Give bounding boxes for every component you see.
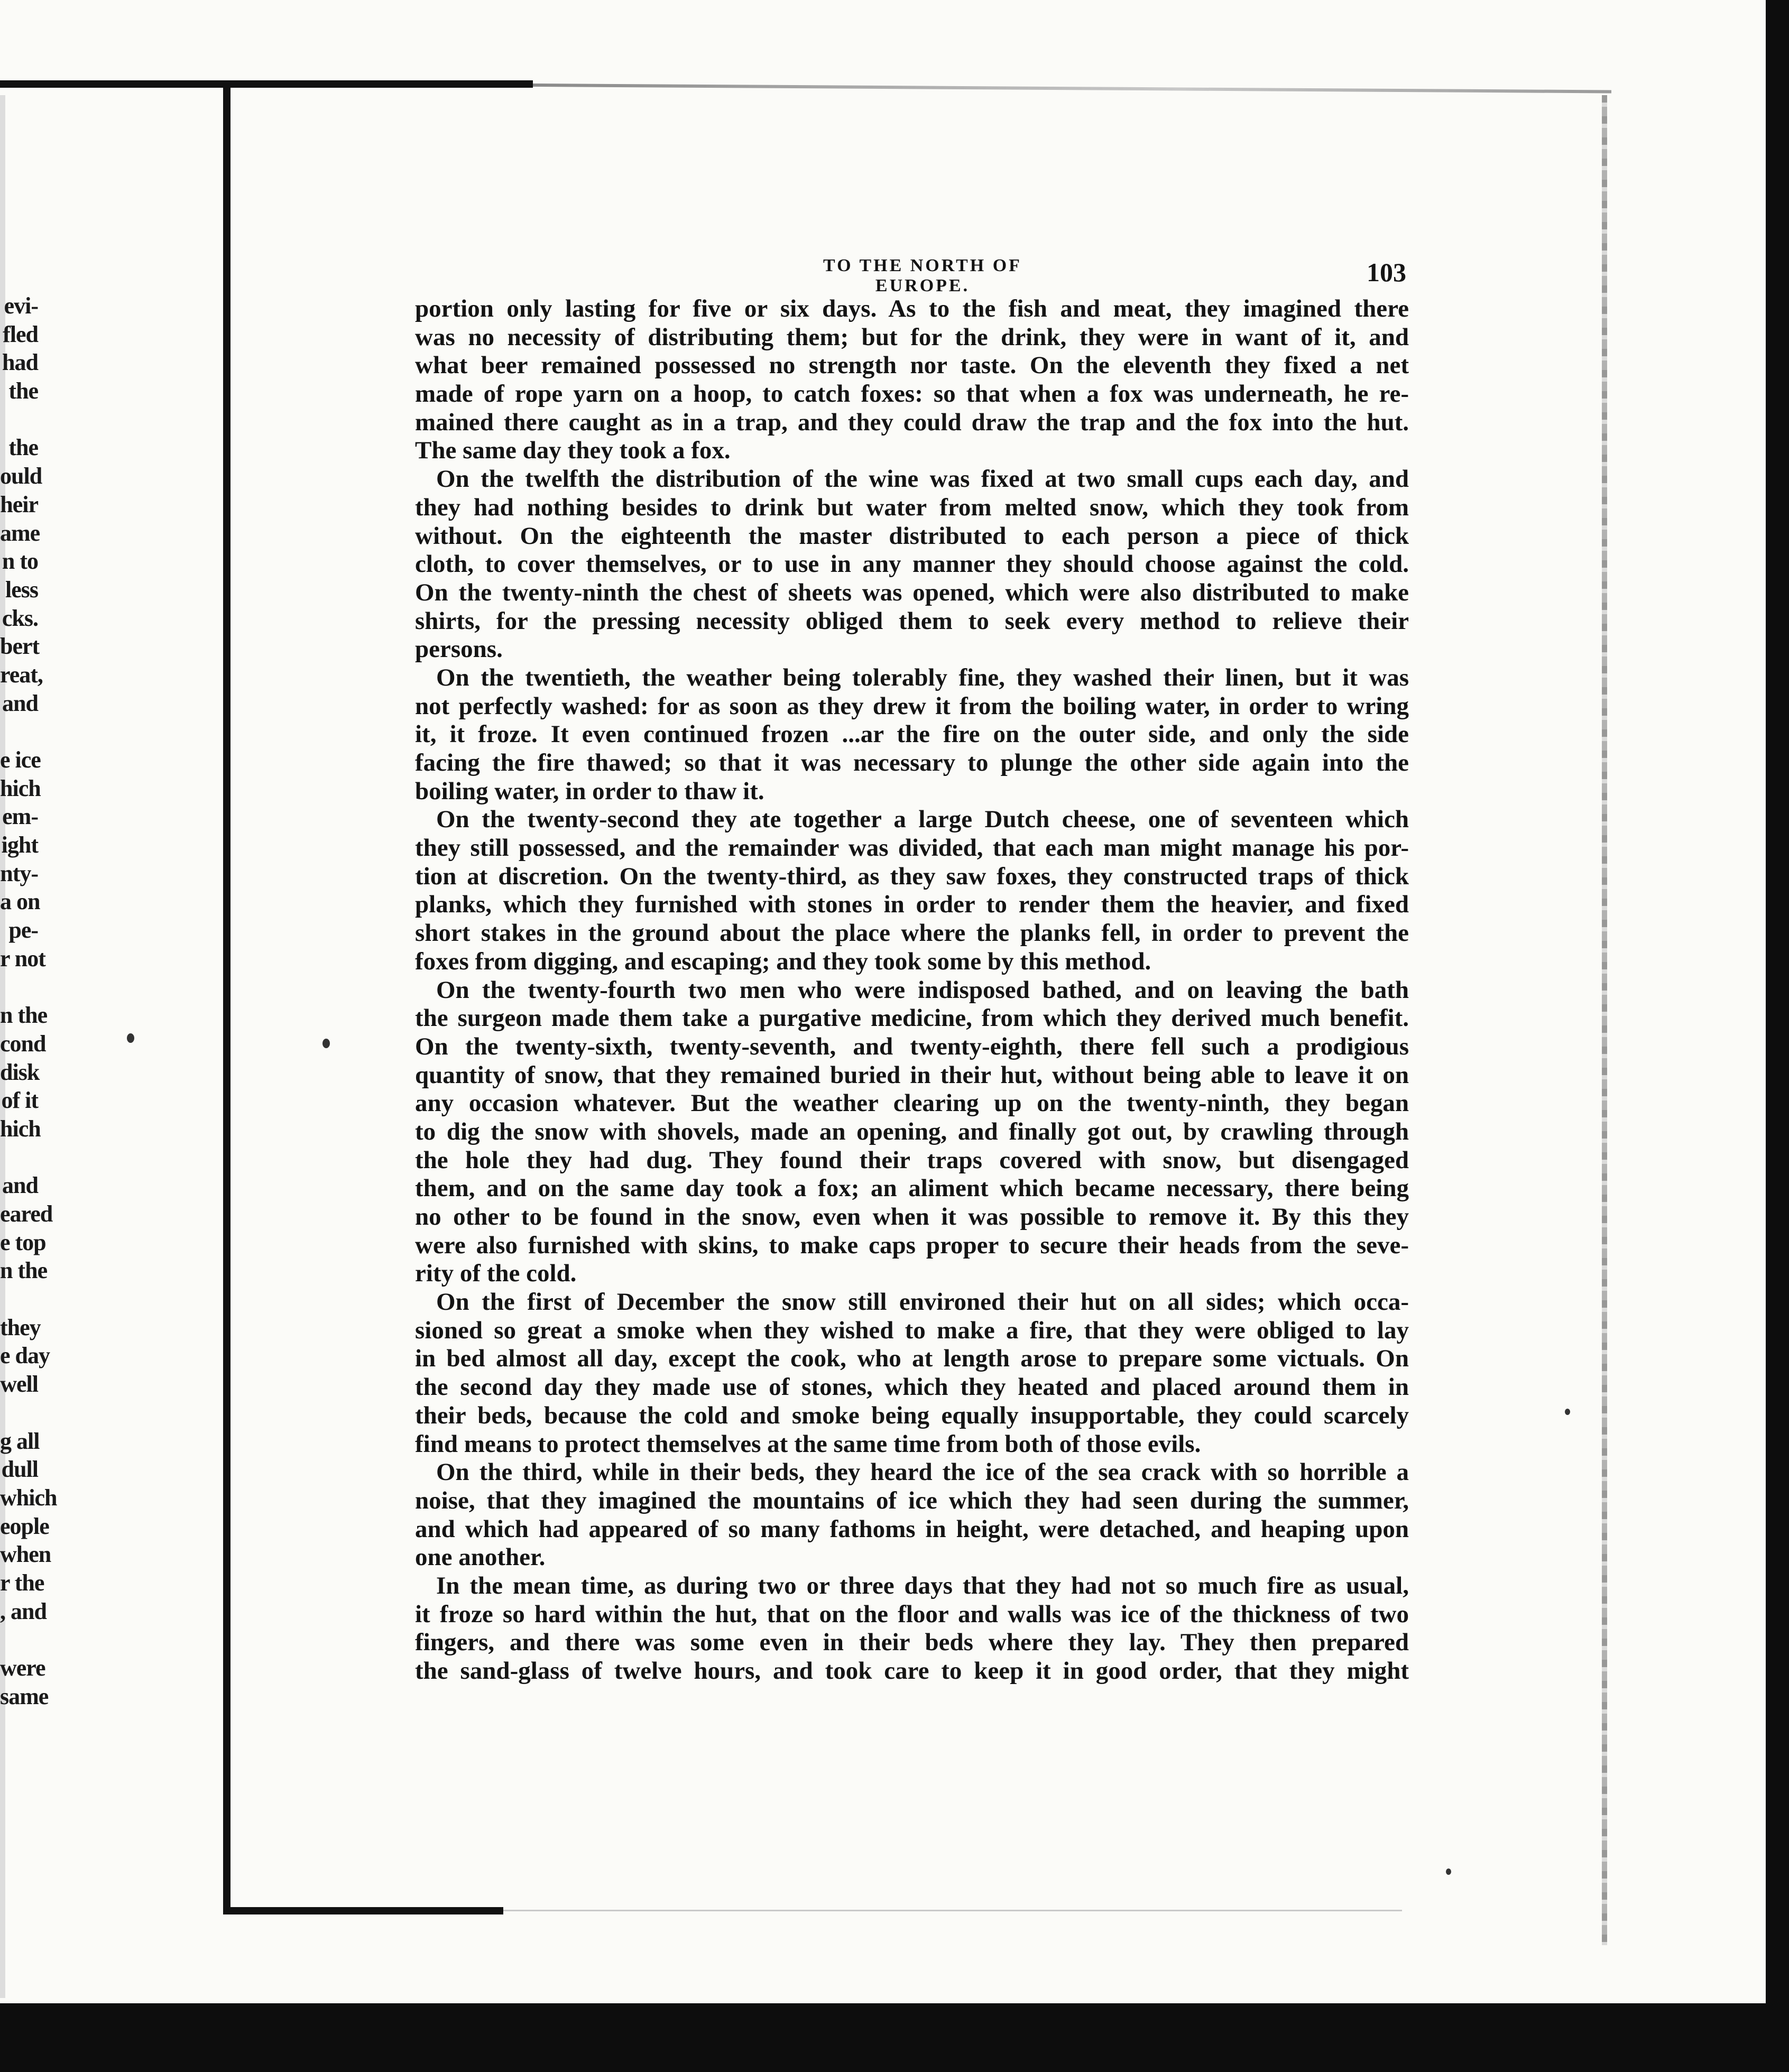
text-line: the sand-glass of twelve hours, and took care to keep it in good order, that they might	[415, 1657, 1409, 1685]
ink-speck	[322, 1039, 330, 1048]
fragment-line: disk	[0, 1059, 40, 1085]
text-line: to dig the snow with shovels, made an opening, and finally got out, by crawling through	[415, 1117, 1409, 1145]
text-line: the second day they made use of stones, which they heated and placed around them in	[415, 1373, 1409, 1401]
text-line: they still possessed, and the remainder was divided, that each man might manage his por-	[415, 834, 1409, 862]
fragment-line: r not	[0, 945, 45, 972]
text-line: them, and on the same day took a fox; an aliment which became necessary, there being	[415, 1174, 1409, 1202]
text-line: mained there caught as in a trap, and they could draw the trap and the fox into the hut.	[415, 408, 1409, 436]
text-line: On the twenty-fourth two men who were indisposed bathed, and on leaving the bath	[436, 976, 1409, 1004]
text-line: short stakes in the ground about the place where the planks fell, in order to prevent the	[415, 919, 1409, 947]
fragment-line: and	[2, 1172, 38, 1199]
fragment-line: and	[2, 690, 38, 716]
text-line: sioned so great a smoke when they wished to make a fire, that they were obliged to lay	[415, 1316, 1409, 1344]
text-line: find means to protect themselves at the same time from both of those evils.	[415, 1430, 1201, 1458]
fragment-line: r the	[0, 1569, 44, 1596]
text-line: was no necessity of distributing them; but for the drink, they were in want of it, and	[415, 323, 1409, 351]
fragment-line	[0, 973, 38, 1002]
page-right-edge	[1602, 95, 1607, 1945]
text-line: On the twenty-sixth, twenty-seventh, and twenty-eighth, there fell such a prodigious	[415, 1032, 1409, 1060]
fragment-line: were	[0, 1655, 45, 1681]
fragment-line: when	[0, 1541, 51, 1568]
text-line: it froze so hard within the hut, that on the floor and walls was ice of the thickness of two	[415, 1600, 1409, 1628]
text-line: rity of the cold.	[415, 1260, 577, 1288]
fragment-line: n to	[2, 548, 38, 575]
fragment-line: em-	[2, 803, 38, 830]
text-line: cloth, to cover themselves, or to use in any manner they should choose against the cold.	[415, 550, 1409, 578]
text-line: it, it froze. It even continued frozen ...ar the fire on the outer side, and only the side	[415, 720, 1409, 748]
page-bottom-edge	[503, 1910, 1402, 1911]
fragment-line: n the	[0, 1002, 48, 1029]
fragment-line: which	[0, 1484, 57, 1511]
text-line: On the third, while in their beds, they heard the ice of the sea crack with so horrible a	[436, 1458, 1409, 1486]
running-head: TO THE NORTH OF EUROPE.	[823, 256, 1022, 295]
fragment-line: bert	[0, 633, 40, 660]
fragment-line: a on	[0, 889, 40, 915]
fragment-line: dull	[1, 1456, 38, 1483]
fragment-line	[0, 1625, 38, 1654]
fragment-line: ame	[0, 520, 40, 546]
text-line: they had nothing besides to drink but water from melted snow, which they took from	[415, 493, 1409, 521]
fragment-line: same	[0, 1683, 49, 1709]
fragment-line: reat,	[0, 661, 43, 688]
text-line: any occasion whatever. But the weather clearing up on the twenty-ninth, they began	[415, 1089, 1409, 1117]
text-line: were also furnished with skins, to make caps proper to secure their heads from the seve-	[415, 1231, 1409, 1259]
fragment-line: eople	[0, 1513, 49, 1539]
fragment-line: e top	[0, 1229, 46, 1255]
binding-top-rule	[0, 80, 533, 88]
text-line: facing the fire thawed; so that it was necessary to plunge the other side again into the	[415, 749, 1409, 776]
text-line: fingers, and there was some even in their beds where they lay. They then prepared	[415, 1629, 1409, 1657]
fragment-line: heir	[0, 491, 38, 517]
text-line: the surgeon made them take a purgative medicine, from which they derived much benefit.	[415, 1004, 1409, 1032]
fragment-line: evi-	[4, 293, 38, 319]
text-line: On the twentieth, the weather being tolerably fine, they washed their linen, but it was	[436, 663, 1409, 691]
fragment-line: e day	[0, 1343, 50, 1369]
ink-speck	[1565, 1409, 1570, 1415]
fragment-line: less	[5, 576, 38, 603]
fragment-line: of it	[1, 1087, 38, 1114]
fragment-line: , and	[0, 1598, 47, 1624]
fragment-line: hich	[0, 775, 41, 801]
text-line: On the first of December the snow still environed their hut on all sides; which occa-	[436, 1288, 1409, 1316]
ink-speck	[1446, 1868, 1451, 1875]
page-top-edge	[533, 84, 1611, 93]
text-line: their beds, because the cold and smoke being equally insupportable, they could scarcely	[415, 1401, 1409, 1429]
text-line: in bed almost all day, except the cook, who at length arose to prepare some victuals. On	[415, 1345, 1409, 1373]
fragment-line: e ice	[0, 747, 41, 773]
fragment-line	[0, 405, 38, 434]
text-line: On the twenty-ninth the chest of sheets was opened, which were also distributed to make	[415, 578, 1409, 606]
fragment-line: ight	[1, 832, 38, 858]
fragment-line	[0, 1399, 38, 1427]
fragment-line: the	[8, 434, 38, 461]
text-line: quantity of snow, that they remained buried in their hut, without being able to leave it on	[415, 1061, 1409, 1089]
fragment-line: had	[2, 349, 38, 376]
text-line: not perfectly washed: for as soon as they drew it from the boiling water, in order to wring	[415, 692, 1409, 720]
text-line: portion only lasting for five or six days. As to the fish and meat, they imagined there	[415, 295, 1409, 322]
page-number: 103	[1367, 257, 1406, 287]
text-line: persons.	[415, 635, 503, 663]
fragment-line: n the	[0, 1257, 48, 1284]
text-line: without. On the eighteenth the master distributed to each person a piece of thick	[415, 522, 1409, 550]
fragment-line	[0, 1285, 38, 1314]
text-line: shirts, for the pressing necessity obliged them to seek every method to relieve their	[415, 607, 1409, 635]
text-line: In the mean time, as during two or three days that they had not so much fire as usual,	[436, 1571, 1409, 1599]
text-line: On the twelfth the distribution of the wine was fixed at two small cups each day, and	[436, 465, 1409, 493]
text-line: and which had appeared of so many fathoms in height, were detached, and heaping upon	[415, 1515, 1409, 1543]
fragment-line: cks.	[2, 605, 38, 631]
text-line: planks, which they furnished with stones in order to render them the heavier, and fixed	[415, 891, 1409, 919]
text-line: noise, that they imagined the mountains of ice which they had seen during the summer,	[415, 1486, 1409, 1514]
fragment-line: they	[0, 1314, 41, 1340]
fragment-line: cond	[0, 1030, 46, 1057]
text-line: what beer remained possessed no strength nor taste. On the eleventh they fixed a net	[415, 352, 1409, 380]
ink-speck	[127, 1033, 134, 1043]
text-line: made of rope yarn on a hoop, to catch foxes: so that when a fox was underneath, he re-	[415, 380, 1409, 408]
text-line: foxes from digging, and escaping; and they took some by this method.	[415, 947, 1151, 975]
binding-bottom-rule	[223, 1907, 503, 1914]
fragment-line	[0, 1143, 38, 1172]
fragment-line	[0, 717, 38, 746]
binding-gutter-bar	[223, 82, 230, 1911]
fragment-line: hich	[0, 1115, 41, 1142]
fragment-line: g all	[0, 1428, 40, 1454]
body-text	[415, 295, 1409, 1686]
fragment-line: eared	[0, 1201, 53, 1227]
facing-page-fragment	[0, 292, 57, 1710]
text-line: The same day they took a fox.	[415, 437, 731, 465]
fragment-line: nty-	[0, 860, 38, 886]
fragment-line: pe-	[8, 917, 38, 944]
text-line: no other to be found in the snow, even when it was possible to remove it. By this they	[415, 1203, 1409, 1231]
fragment-line: well	[0, 1371, 38, 1398]
fragment-line: ould	[0, 463, 42, 489]
text-line: the hole they had dug. They found their traps covered with snow, but disengaged	[415, 1146, 1409, 1174]
text-line: tion at discretion. On the twenty-third, as they saw foxes, they constructed traps of thick	[415, 862, 1409, 890]
fragment-line: the	[8, 378, 38, 404]
text-line: boiling water, in order to thaw it.	[415, 777, 764, 805]
fragment-line: fled	[3, 321, 38, 347]
text-line: On the twenty-second they ate together a large Dutch cheese, one of seventeen which	[436, 806, 1409, 834]
text-line: one another.	[415, 1543, 546, 1571]
